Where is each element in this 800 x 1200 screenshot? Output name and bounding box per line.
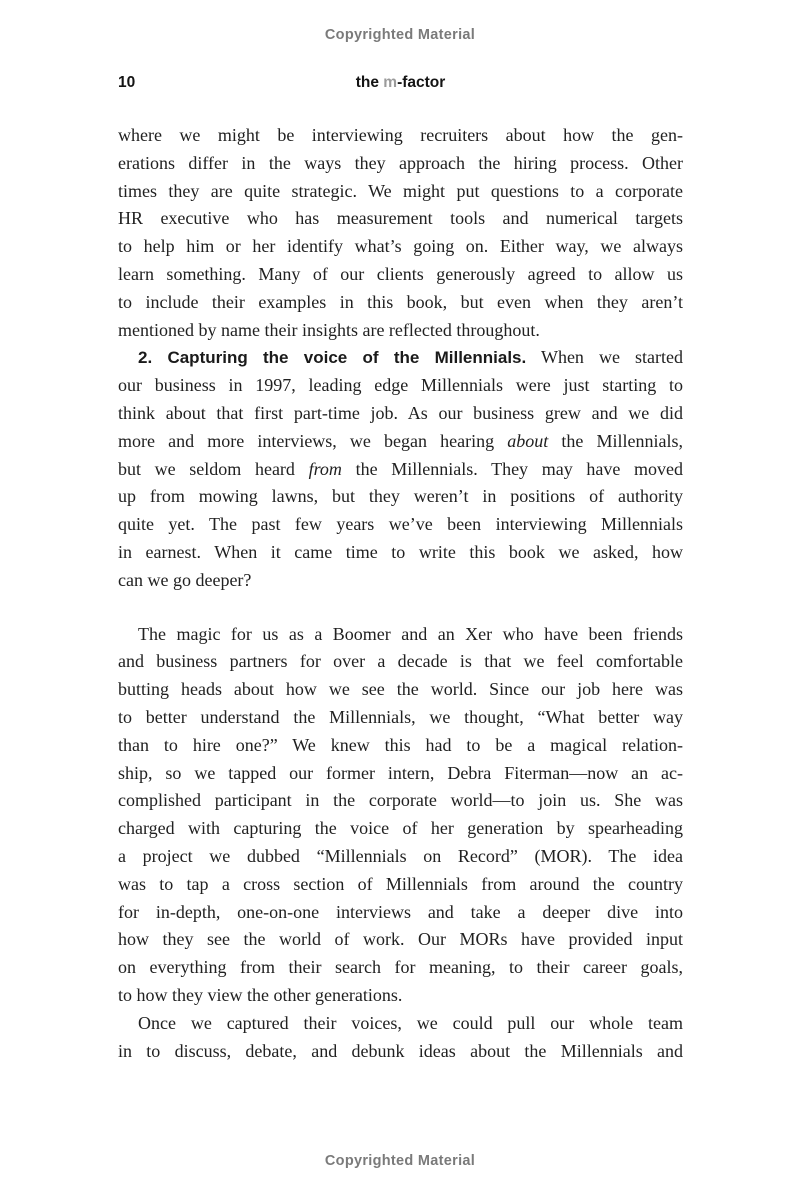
- text-segment: our business in 1997, leading edge Millennials were just starting to: [118, 375, 683, 396]
- section-heading-text: 2. Capturing the voice of the Millennials.: [138, 348, 527, 368]
- text-segment: was to tap a cross section of Millennials from around the country: [118, 873, 683, 894]
- body-line: [118, 233, 683, 261]
- text-segment: to help him or her identify what’s going on. Either way, we always: [118, 236, 683, 257]
- body-line: [118, 150, 683, 178]
- body-line: [118, 400, 683, 428]
- running-title-accent: m: [383, 74, 398, 91]
- text-segment: When we started: [526, 347, 684, 368]
- text-segment: the Millennials. They may have moved: [341, 458, 683, 479]
- body-line: [118, 205, 683, 233]
- text-segment: more and more interviews, we began hearing: [118, 430, 508, 451]
- text-segment: butting heads about how we see the world. Since our job here was: [118, 679, 683, 700]
- text-segment: and business partners for over a decade is that we feel comfortable: [118, 651, 683, 672]
- body-line: [118, 787, 683, 815]
- text-segment: the Millennials,: [548, 430, 683, 451]
- text-segment: times they are quite strategic. We might put questions to a corporate: [118, 180, 683, 201]
- text-segment: to how they view the other generations.: [118, 984, 403, 1005]
- text-segment: in to discuss, debate, and debunk ideas about the Millennials and: [118, 1040, 683, 1061]
- page-number: 10: [118, 74, 136, 91]
- text-segment: about: [507, 430, 549, 451]
- body-line: [118, 1038, 683, 1066]
- body-line: [118, 760, 683, 788]
- body-line: [118, 317, 683, 345]
- copyright-notice-bottom: Copyrighted Material: [324, 1153, 476, 1169]
- text-segment: complished participant in the corporate world—to join us. She was: [118, 790, 683, 811]
- body-line: [118, 982, 683, 1010]
- text-segment: on everything from their search for meaning, to their career goals,: [118, 957, 683, 978]
- body-line: [118, 428, 683, 456]
- text-segment: but we seldom heard: [118, 458, 309, 479]
- text-segment: learn something. Many of our clients generously agreed to allow us: [118, 263, 683, 284]
- body-line: [118, 372, 683, 400]
- body-line: [118, 539, 683, 567]
- text-segment: charged with capturing the voice of her generation by spearheading: [118, 818, 683, 839]
- copyright-notice-top: Copyrighted Material: [324, 27, 476, 43]
- running-title-pre: the: [355, 74, 384, 91]
- body-line: [118, 926, 683, 954]
- page-header: [118, 74, 683, 94]
- text-segment: up from mowing lawns, but they weren’t in positions of authority: [118, 486, 683, 507]
- text-segment: to better understand the Millennials, we thought, “What better way: [118, 706, 683, 727]
- body-line: [118, 1010, 683, 1038]
- body-line: [118, 344, 683, 372]
- text-segment: mentioned by name their insights are reflected throughout.: [118, 319, 540, 340]
- body-line: [118, 289, 683, 317]
- body-line: [118, 704, 683, 732]
- body-line: [118, 732, 683, 760]
- running-title: [118, 74, 683, 92]
- body-text: [118, 122, 683, 1065]
- body-line: [118, 122, 683, 150]
- body-line: [118, 261, 683, 289]
- body-line: [118, 648, 683, 676]
- text-segment: from: [308, 458, 342, 479]
- body-line: [118, 899, 683, 927]
- body-line: [118, 621, 683, 649]
- text-segment: a project we dubbed “Millennials on Record” (MOR). The idea: [118, 845, 683, 866]
- body-line: [118, 815, 683, 843]
- text-segment: Once we captured their voices, we could pull our whole team: [138, 1012, 683, 1033]
- text-segment: quite yet. The past few years we’ve been interviewing Millennials: [118, 514, 683, 535]
- text-segment: The magic for us as a Boomer and an Xer who have been friends: [138, 623, 683, 644]
- text-segment: how they see the world of work. Our MORs have provided input: [118, 929, 683, 950]
- body-line: [118, 954, 683, 982]
- text-segment: to include their examples in this book, but even when they aren’t: [118, 291, 683, 312]
- text-segment: think about that first part-time job. As our business grew and we did: [118, 402, 683, 423]
- text-segment: erations differ in the ways they approach the hiring process. Other: [118, 152, 683, 173]
- running-title-post: -factor: [397, 74, 446, 91]
- body-line: [118, 871, 683, 899]
- body-line: [118, 676, 683, 704]
- text-segment: where we might be interviewing recruiters about how the gen-: [118, 125, 683, 145]
- text-segment: HR executive who has measurement tools and numerical targets: [118, 208, 683, 229]
- text-segment: than to hire one?” We knew this had to be a magical relation-: [118, 734, 683, 755]
- text-segment: in earnest. When it came time to write this book we asked, how: [118, 541, 683, 562]
- text-segment: can we go deeper?: [118, 569, 252, 590]
- body-line: [118, 456, 683, 484]
- body-line: [118, 843, 683, 871]
- body-line: [118, 483, 683, 511]
- body-line: [118, 511, 683, 539]
- text-segment: ship, so we tapped our former intern, Debra Fiterman—now an ac-: [118, 762, 683, 783]
- body-line: [118, 567, 683, 595]
- text-segment: for in-depth, one-on-one interviews and take a deeper dive into: [118, 901, 683, 922]
- body-line: [118, 178, 683, 206]
